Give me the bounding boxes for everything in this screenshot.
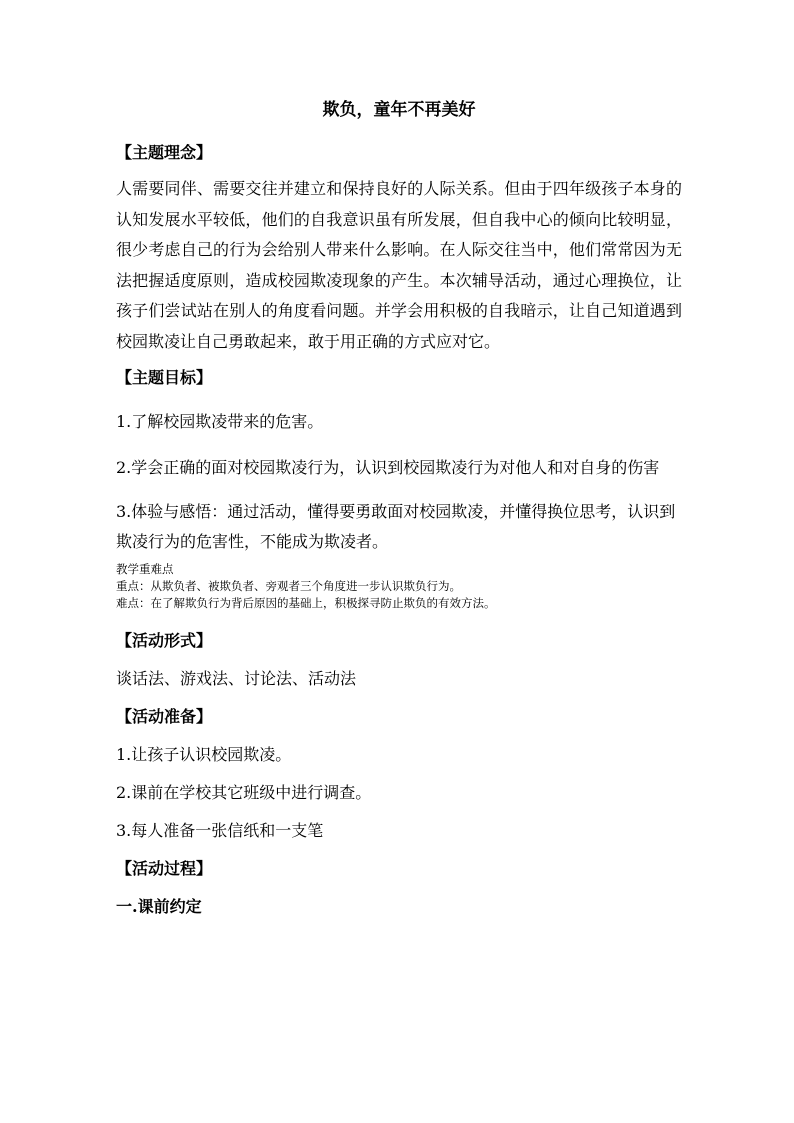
theme-concept-body: 人需要同伴、需要交往并建立和保持良好的人际关系。但由于四年级孩子本身的认知发展水平较低，他们的自我意识虽有所发展，但自我中心的倾向比较明显，很少考虑自己的行为会给别人带来什么影响。在人际交往当中，他们常常因为无法把握适度原则，造成校园欺凌现象的产生。本次辅导活动，通过心理换位，让孩子们尝试站在别人的角度看问题。并学会用积极的自我暗示，让自己知道遇到校园欺凌让自己勇敢起来，敢于用正确的方式应对它。 xyxy=(116,179,682,351)
prep-item-3: 3.每人准备一张信纸和一支笔 xyxy=(116,821,324,840)
key-points-difficulty: 难点：在了解欺负行为背后原因的基础上，积极探寻防止欺负的有效方法。 xyxy=(116,596,496,610)
activity-form-heading: 【活动形式】 xyxy=(116,631,213,650)
theme-goals-heading: 【主题目标】 xyxy=(116,368,213,387)
activity-process-heading: 【活动过程】 xyxy=(116,859,213,878)
activity-form-body: 谈话法、游戏法、讨论法、活动法 xyxy=(116,669,357,688)
key-points-block xyxy=(116,561,682,612)
key-points-focus: 重点：从欺负者、被欺负者、旁观者三个角度进一步认识欺负行为。 xyxy=(116,579,461,593)
prep-item-1: 1.让孩子认识校园欺凌。 xyxy=(116,745,292,764)
activity-prep-heading: 【活动准备】 xyxy=(116,707,213,726)
document-page xyxy=(116,98,682,918)
goal-item-3: 3.体验与感悟：通过活动，懂得要勇敢面对校园欺凌，并懂得换位思考，认识到欺凌行为的危害性，不能成为欺凌者。 xyxy=(116,502,676,551)
activity-process-sub: 一.课前约定 xyxy=(116,897,202,916)
key-points-heading: 教学重难点 xyxy=(116,562,174,576)
theme-concept-heading: 【主题理念】 xyxy=(116,143,213,162)
goal-item-2: 2.学会正确的面对校园欺凌行为，认识到校园欺凌行为对他人和对自身的伤害 xyxy=(116,458,660,477)
document-title: 欺负，童年不再美好 xyxy=(322,100,476,120)
goal-item-1: 1.了解校园欺凌带来的危害。 xyxy=(116,412,324,431)
prep-item-2: 2.课前在学校其它班级中进行调查。 xyxy=(116,783,372,802)
